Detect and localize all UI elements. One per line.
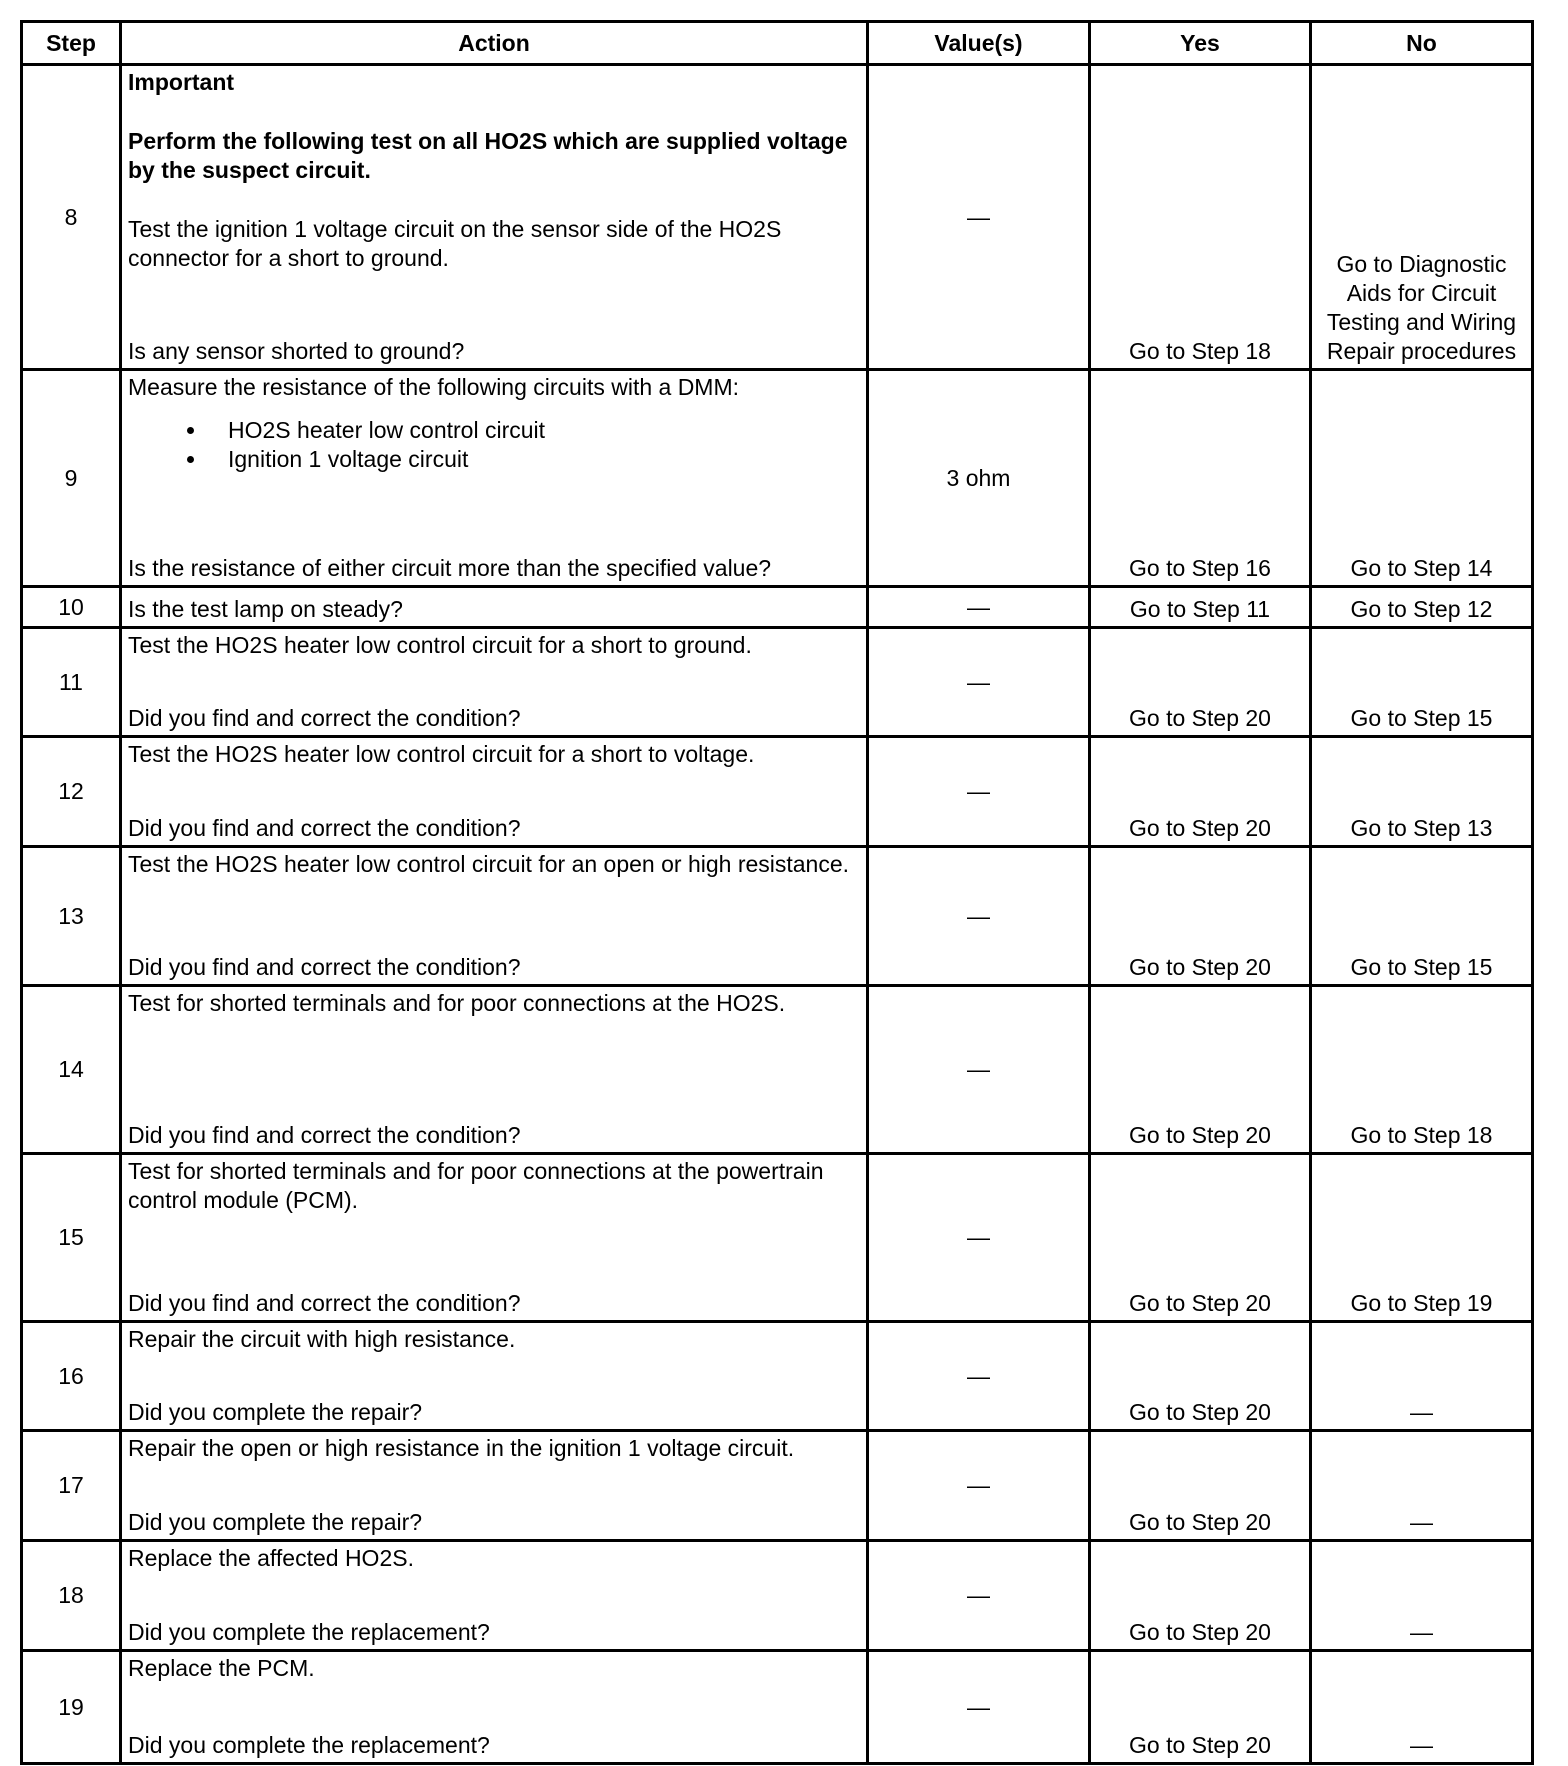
- action-cell: [121, 986, 868, 1154]
- yes-cell: Go to Step 20: [1090, 1154, 1311, 1322]
- yes-cell: Go to Step 20: [1090, 1431, 1311, 1541]
- table-row: [22, 986, 1533, 1154]
- step-number: 9: [22, 370, 121, 587]
- table-row: [22, 1431, 1533, 1541]
- value-cell: —: [868, 1431, 1090, 1541]
- table-row: [22, 737, 1533, 847]
- value-cell: —: [868, 737, 1090, 847]
- action-cell: [121, 587, 868, 628]
- bullet-list: [128, 416, 860, 474]
- yes-cell: Go to Step 20: [1090, 1541, 1311, 1651]
- header-row: [22, 22, 1533, 65]
- action-text: Perform the following test on all HO2S which are supplied voltage by the suspect circuit.: [128, 128, 848, 183]
- table-row: [22, 1154, 1533, 1322]
- action-question: Did you complete the replacement?: [128, 1619, 490, 1645]
- action-text: Test the HO2S heater low control circuit for an open or high resistance.: [128, 851, 850, 877]
- step-number: 12: [22, 737, 121, 847]
- step-number: 17: [22, 1431, 121, 1541]
- action-question: Is the test lamp on steady?: [128, 596, 403, 622]
- yes-cell: Go to Step 20: [1090, 986, 1311, 1154]
- value-cell: —: [868, 1322, 1090, 1431]
- no-cell: Go to Step 19: [1311, 1154, 1533, 1322]
- step-number: 16: [22, 1322, 121, 1431]
- table-row: [22, 370, 1533, 587]
- action-cell: [121, 1322, 868, 1431]
- step-number: 15: [22, 1154, 121, 1322]
- value-cell: —: [868, 847, 1090, 986]
- action-text: Important: [128, 69, 235, 95]
- step-number: 11: [22, 628, 121, 737]
- no-cell: —: [1311, 1431, 1533, 1541]
- step-number: 10: [22, 587, 121, 628]
- action-text: Replace the affected HO2S.: [128, 1545, 414, 1571]
- value-cell: —: [868, 628, 1090, 737]
- header-action: Action: [121, 22, 868, 65]
- action-cell: [121, 1431, 868, 1541]
- table-row: [22, 628, 1533, 737]
- action-question: Did you complete the replacement?: [128, 1732, 490, 1758]
- value-cell: —: [868, 65, 1090, 370]
- action-text: Repair the circuit with high resistance.: [128, 1326, 516, 1352]
- action-question: Is the resistance of either circuit more than the specified value?: [128, 555, 772, 581]
- no-cell: Go to Step 15: [1311, 847, 1533, 986]
- action-question: Did you complete the repair?: [128, 1399, 423, 1425]
- yes-cell: Go to Step 16: [1090, 370, 1311, 587]
- yes-cell: Go to Step 11: [1090, 587, 1311, 628]
- action-cell: [121, 370, 868, 587]
- value-cell: —: [868, 1541, 1090, 1651]
- value-cell: 3 ohm: [868, 370, 1090, 587]
- value-cell: —: [868, 1154, 1090, 1322]
- table-row: [22, 1541, 1533, 1651]
- bullet-item: • HO2S heater low control circuit: [208, 416, 860, 445]
- no-cell: Go to Step 14: [1311, 370, 1533, 587]
- table-row: [22, 587, 1533, 628]
- yes-cell: Go to Step 20: [1090, 1651, 1311, 1764]
- action-cell: [121, 628, 868, 737]
- diagnostic-table: [20, 20, 1534, 1765]
- action-cell: [121, 1651, 868, 1764]
- step-number: 8: [22, 65, 121, 370]
- action-text: Test for shorted terminals and for poor connections at the HO2S.: [128, 990, 786, 1016]
- no-cell: —: [1311, 1322, 1533, 1431]
- step-number: 13: [22, 847, 121, 986]
- yes-cell: Go to Step 20: [1090, 847, 1311, 986]
- action-cell: [121, 65, 868, 370]
- action-text: Measure the resistance of the following circuits with a DMM:: [128, 374, 740, 400]
- action-question: Is any sensor shorted to ground?: [128, 338, 465, 364]
- value-cell: —: [868, 1651, 1090, 1764]
- yes-cell: Go to Step 20: [1090, 737, 1311, 847]
- action-cell: [121, 737, 868, 847]
- no-cell: —: [1311, 1541, 1533, 1651]
- no-cell: Go to Step 13: [1311, 737, 1533, 847]
- action-text: Test for shorted terminals and for poor connections at the powertrain control module (PCM).: [128, 1158, 824, 1213]
- step-number: 18: [22, 1541, 121, 1651]
- step-number: 19: [22, 1651, 121, 1764]
- no-cell: Go to Step 15: [1311, 628, 1533, 737]
- action-text: Test the HO2S heater low control circuit for a short to ground.: [128, 632, 752, 658]
- yes-cell: Go to Step 20: [1090, 1322, 1311, 1431]
- action-question: Did you find and correct the condition?: [128, 705, 521, 731]
- bullet-item: • Ignition 1 voltage circuit: [208, 445, 860, 474]
- header-step: Step: [22, 22, 121, 65]
- action-text: Repair the open or high resistance in the ignition 1 voltage circuit.: [128, 1435, 795, 1461]
- table-row: [22, 1651, 1533, 1764]
- action-text: Test the HO2S heater low control circuit for a short to voltage.: [128, 741, 755, 767]
- action-question: Did you find and correct the condition?: [128, 1122, 521, 1148]
- yes-cell: Go to Step 18: [1090, 65, 1311, 370]
- action-cell: [121, 1154, 868, 1322]
- table-row: [22, 65, 1533, 370]
- action-question: Did you complete the repair?: [128, 1509, 423, 1535]
- action-question: Did you find and correct the condition?: [128, 1290, 521, 1316]
- action-cell: [121, 1541, 868, 1651]
- no-cell: —: [1311, 1651, 1533, 1764]
- header-values: Value(s): [868, 22, 1090, 65]
- value-cell: —: [868, 986, 1090, 1154]
- header-no: No: [1311, 22, 1533, 65]
- no-cell: Go to Diagnostic Aids for Circuit Testing and Wiring Repair procedures: [1311, 65, 1533, 370]
- no-cell: Go to Step 18: [1311, 986, 1533, 1154]
- action-question: Did you find and correct the condition?: [128, 954, 521, 980]
- no-cell: Go to Step 12: [1311, 587, 1533, 628]
- value-cell: —: [868, 587, 1090, 628]
- yes-cell: Go to Step 20: [1090, 628, 1311, 737]
- step-number: 14: [22, 986, 121, 1154]
- table-row: [22, 1322, 1533, 1431]
- action-question: Did you find and correct the condition?: [128, 815, 521, 841]
- table-row: [22, 847, 1533, 986]
- action-text: Test the ignition 1 voltage circuit on the sensor side of the HO2S connector for a short to ground.: [128, 216, 782, 271]
- action-cell: [121, 847, 868, 986]
- action-text: Replace the PCM.: [128, 1655, 315, 1681]
- header-yes: Yes: [1090, 22, 1311, 65]
